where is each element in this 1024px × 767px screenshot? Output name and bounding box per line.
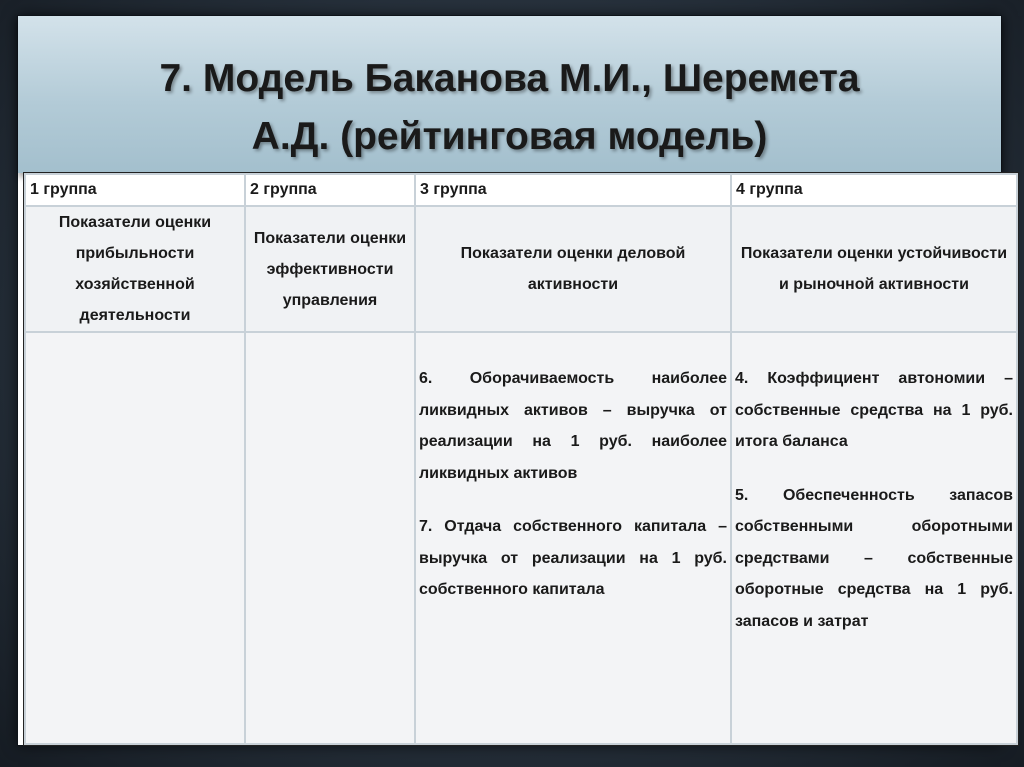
body-group-4 — [731, 332, 1017, 744]
header-group-2: 2 группа — [245, 174, 415, 206]
group-4-list — [735, 333, 1013, 637]
group-4-item-5: 5. Обеспеченность запасов собственными оборотными средствами – собственные оборотные средства на 1 руб. запасов и затрат — [735, 486, 1013, 630]
title-line-2: А.Д. (рейтинговая модель) — [251, 115, 768, 158]
group-4-item-4: 4. Коэффициент автономии – собственные средства на 1 руб. итога баланса — [735, 370, 1013, 450]
table-body-row — [25, 332, 1017, 744]
table-description-row — [25, 206, 1017, 332]
rating-model-table — [24, 173, 1018, 745]
header-group-3: 3 группа — [415, 174, 731, 206]
description-group-2: Показатели оценки эффективности управления — [245, 206, 415, 332]
body-group-1 — [25, 332, 245, 744]
title-line-1: 7. Модель Баканова М.И., Шеремета — [159, 57, 860, 100]
title-band — [18, 16, 1001, 173]
table-header-row — [25, 174, 1017, 206]
body-group-3 — [415, 332, 731, 744]
group-3-item-7: 7. Отдача собственного капитала – выручка от реализации на 1 руб. собственного капитала — [419, 518, 727, 598]
description-group-3: Показатели оценки деловой активности — [415, 206, 731, 332]
description-group-1: Показатели оценки прибыльности хозяйственной деятельности — [25, 206, 245, 332]
description-group-4: Показатели оценки устойчивости и рыночной активности — [731, 206, 1017, 332]
slide-title — [18, 50, 1001, 166]
group-3-list — [419, 333, 727, 606]
body-group-2 — [245, 332, 415, 744]
header-group-4: 4 группа — [731, 174, 1017, 206]
group-3-item-6: 6. Оборачиваемость наиболее ликвидных активов – выручка от реализации на 1 руб. наиболее ликвидных активов — [419, 370, 727, 482]
header-group-1: 1 группа — [25, 174, 245, 206]
